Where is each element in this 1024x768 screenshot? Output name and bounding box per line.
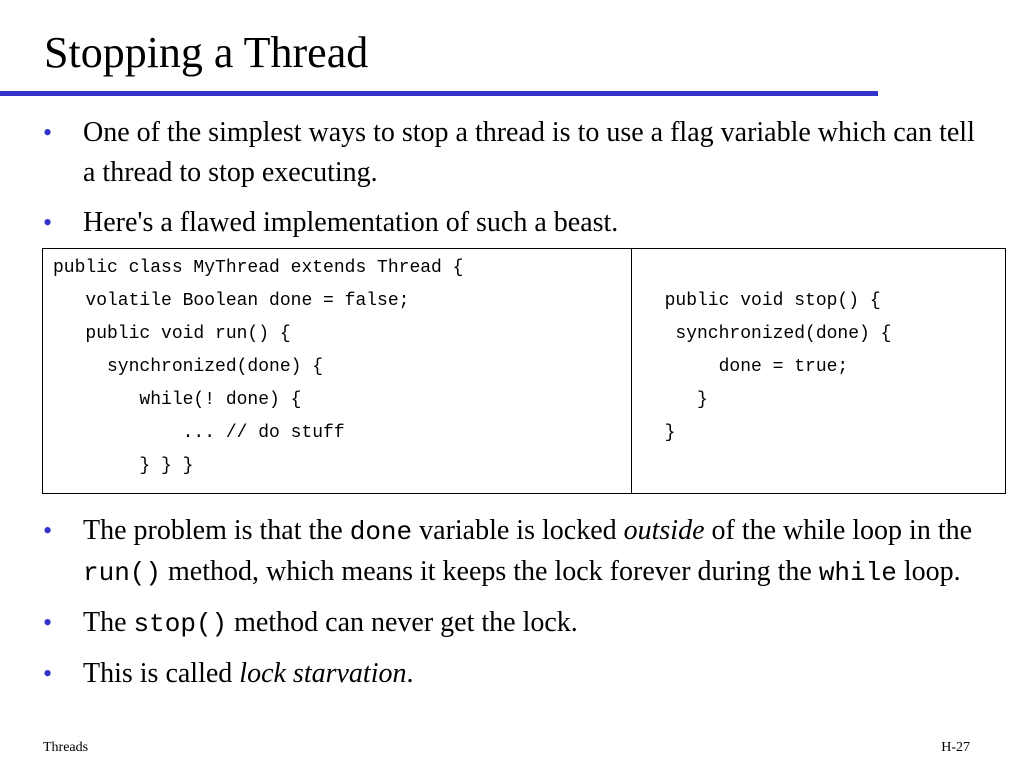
code-column-divider bbox=[631, 249, 632, 493]
code-line: synchronized(done) { bbox=[643, 324, 892, 344]
bullet-item bbox=[0, 203, 1024, 243]
bullet-dot-icon: • bbox=[43, 516, 53, 545]
code-line: public void stop() { bbox=[643, 291, 881, 311]
inline-code: while bbox=[818, 558, 897, 588]
code-line: done = true; bbox=[643, 357, 849, 377]
text-run: This is called bbox=[83, 658, 240, 689]
bullet-list-top bbox=[0, 113, 1024, 253]
emphasis-text: outside bbox=[623, 515, 705, 546]
footer-page-number: H-27 bbox=[941, 740, 970, 755]
footer-section-label: Threads bbox=[43, 740, 89, 755]
bullet-item bbox=[0, 654, 1024, 694]
bullet-text bbox=[83, 515, 972, 587]
text-run: The bbox=[83, 607, 134, 638]
bullet-text: Here's a flawed implementation of such a beast. bbox=[83, 207, 619, 238]
bullet-text: One of the simplest ways to stop a thread is to use a flag variable which can tell a thread to stop executing. bbox=[83, 117, 975, 188]
inline-code: done bbox=[349, 517, 413, 547]
bullet-list-bottom bbox=[0, 511, 1024, 704]
code-line: } } } bbox=[53, 456, 194, 476]
inline-code: run() bbox=[83, 558, 162, 588]
bullet-item bbox=[0, 113, 1024, 193]
code-line: } bbox=[643, 423, 676, 443]
bullet-dot-icon: • bbox=[43, 208, 53, 237]
code-line: volatile Boolean done = false; bbox=[53, 291, 410, 311]
bullet-text bbox=[83, 658, 414, 689]
text-run: loop. bbox=[896, 556, 961, 587]
text-run: . bbox=[406, 658, 414, 689]
bullet-dot-icon: • bbox=[43, 659, 53, 688]
code-line: ... // do stuff bbox=[53, 423, 345, 443]
code-column-left bbox=[53, 252, 463, 483]
slide-title: Stopping a Thread bbox=[44, 28, 369, 77]
text-run: variable is locked bbox=[412, 515, 624, 546]
code-line: while(! done) { bbox=[53, 390, 302, 410]
text-run: The problem is that the bbox=[83, 515, 350, 546]
emphasis-text: lock starvation bbox=[239, 658, 407, 689]
text-run: method can never get the lock. bbox=[227, 607, 578, 638]
text-run: method, which means it keeps the lock forever during the bbox=[161, 556, 819, 587]
code-line: public class MyThread extends Thread { bbox=[53, 258, 464, 278]
code-line bbox=[643, 252, 891, 285]
text-run: of the while loop in the bbox=[704, 515, 973, 546]
bullet-item bbox=[0, 511, 1024, 593]
title-underline bbox=[0, 91, 878, 96]
code-line: public void run() { bbox=[53, 324, 291, 344]
code-line: synchronized(done) { bbox=[53, 357, 324, 377]
code-table bbox=[42, 248, 1006, 494]
bullet-dot-icon: • bbox=[43, 118, 53, 147]
bullet-text bbox=[83, 607, 578, 638]
code-column-right bbox=[643, 252, 891, 450]
inline-code: stop() bbox=[133, 609, 228, 639]
bullet-item bbox=[0, 603, 1024, 644]
code-line: } bbox=[643, 390, 708, 410]
bullet-dot-icon: • bbox=[43, 608, 53, 637]
